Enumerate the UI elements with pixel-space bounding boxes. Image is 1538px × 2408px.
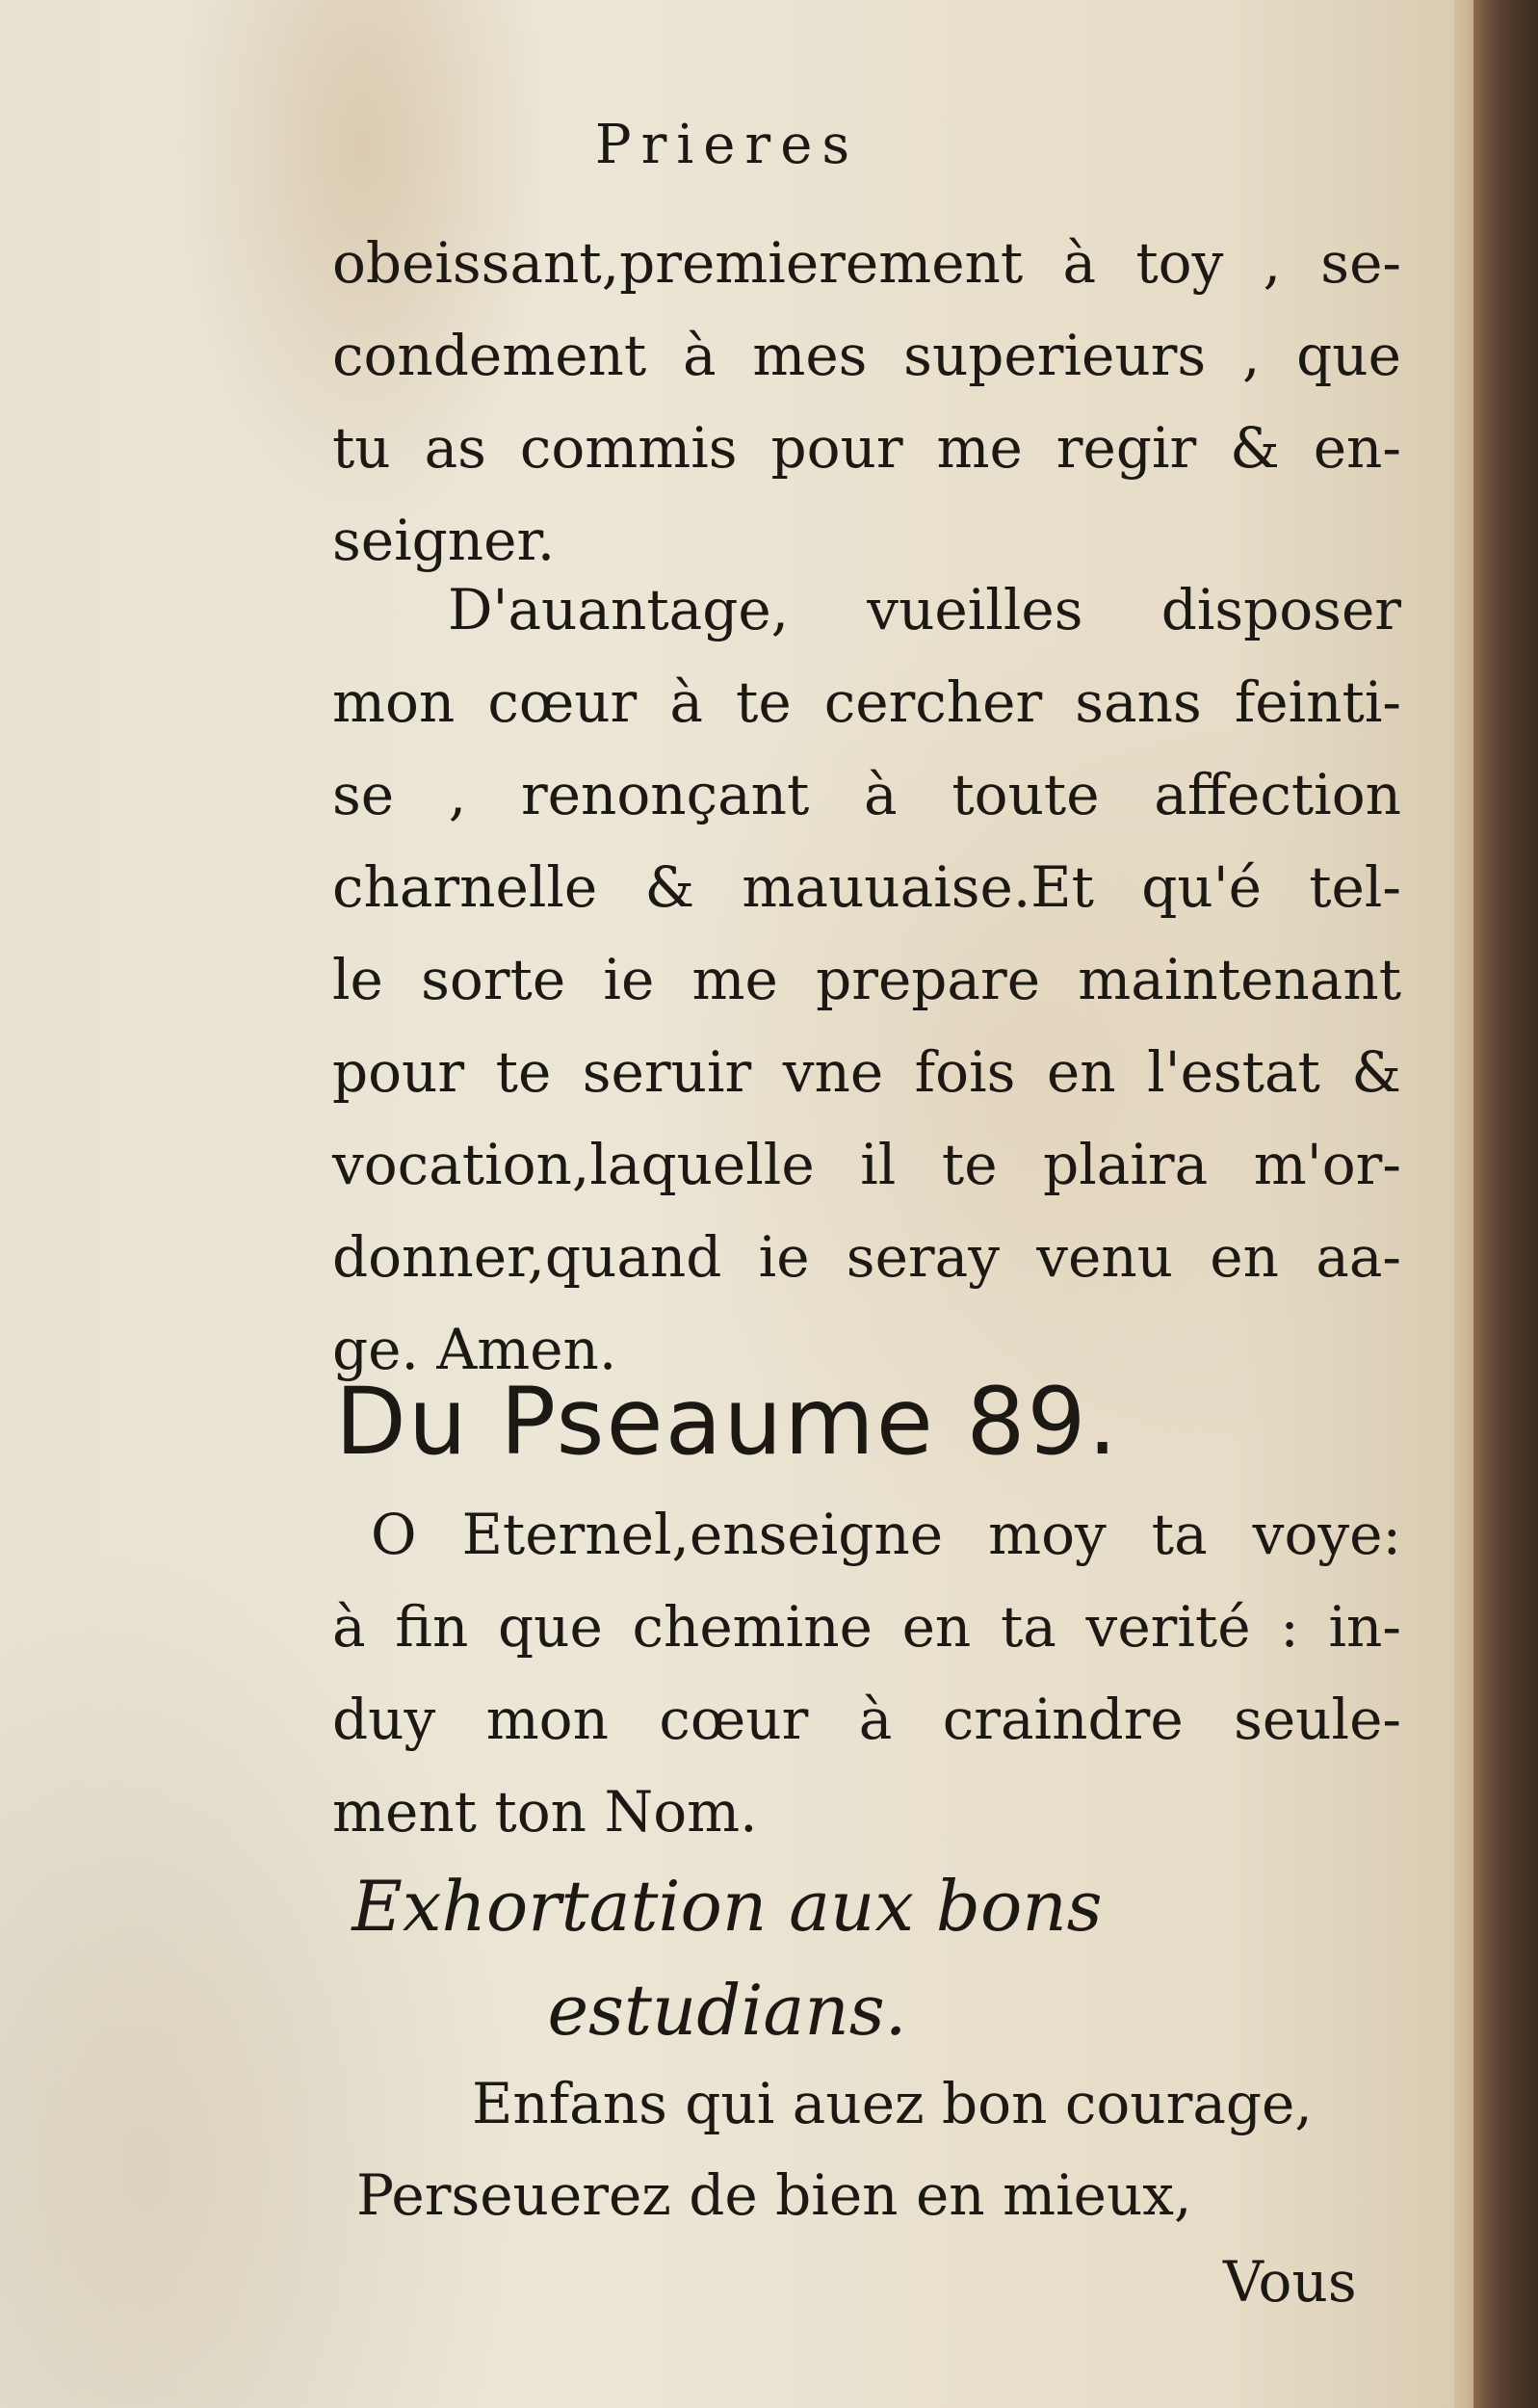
book-binding xyxy=(1473,0,1538,2408)
running-head: Prieres xyxy=(594,114,860,176)
verse-line-2: Perseuerez de bien en mieux, xyxy=(356,2162,1192,2228)
text-line: se , renonçant à toute affection xyxy=(332,762,1401,827)
text-line: O Eternel,enseigne moy ta voye: xyxy=(371,1502,1401,1567)
psalm-heading: Du Pseaume 89. xyxy=(335,1368,1119,1476)
text-line: le sorte ie me prepare maintenant xyxy=(332,947,1401,1012)
text-line: seigner. xyxy=(332,508,556,573)
text-line: à fin que chemine en ta verité : in- xyxy=(332,1594,1401,1660)
verse-line-1: Enfans qui auez bon courage, xyxy=(472,2071,1313,2136)
text-line: pour te seruir vne fois en l'estat & xyxy=(332,1039,1401,1105)
text-line: tu as commis pour me regir & en- xyxy=(332,415,1401,481)
text-line: D'auantage, vueilles disposer xyxy=(448,577,1401,642)
exhortation-heading-line-2: estudians. xyxy=(547,1970,907,2051)
exhortation-heading xyxy=(0,1854,1454,2062)
text-line: duy mon cœur à craindre seule- xyxy=(332,1687,1401,1752)
text-line: ment ton Nom. xyxy=(332,1779,758,1845)
text-line: obeissant,premierement à toy , se- xyxy=(332,230,1401,296)
text-line: mon cœur à te cercher sans feinti- xyxy=(332,669,1401,735)
text-line: donner,quand ie seray venu en aa- xyxy=(332,1224,1401,1290)
prayer-continuation xyxy=(332,217,1401,587)
text-line: ge. Amen. xyxy=(332,1317,617,1382)
prayer-paragraph-2 xyxy=(332,563,1401,1396)
psalm-text xyxy=(332,1488,1401,1858)
exhortation-heading-line-1: Exhortation aux bons xyxy=(352,1866,1103,1947)
text-line: vocation,laquelle il te plaira m'or- xyxy=(332,1132,1401,1197)
text-line: condement à mes superieurs , que xyxy=(332,323,1401,388)
catchword: Vous xyxy=(1223,2249,1357,2315)
text-line: charnelle & mauuaise.Et qu'é tel- xyxy=(332,854,1401,920)
